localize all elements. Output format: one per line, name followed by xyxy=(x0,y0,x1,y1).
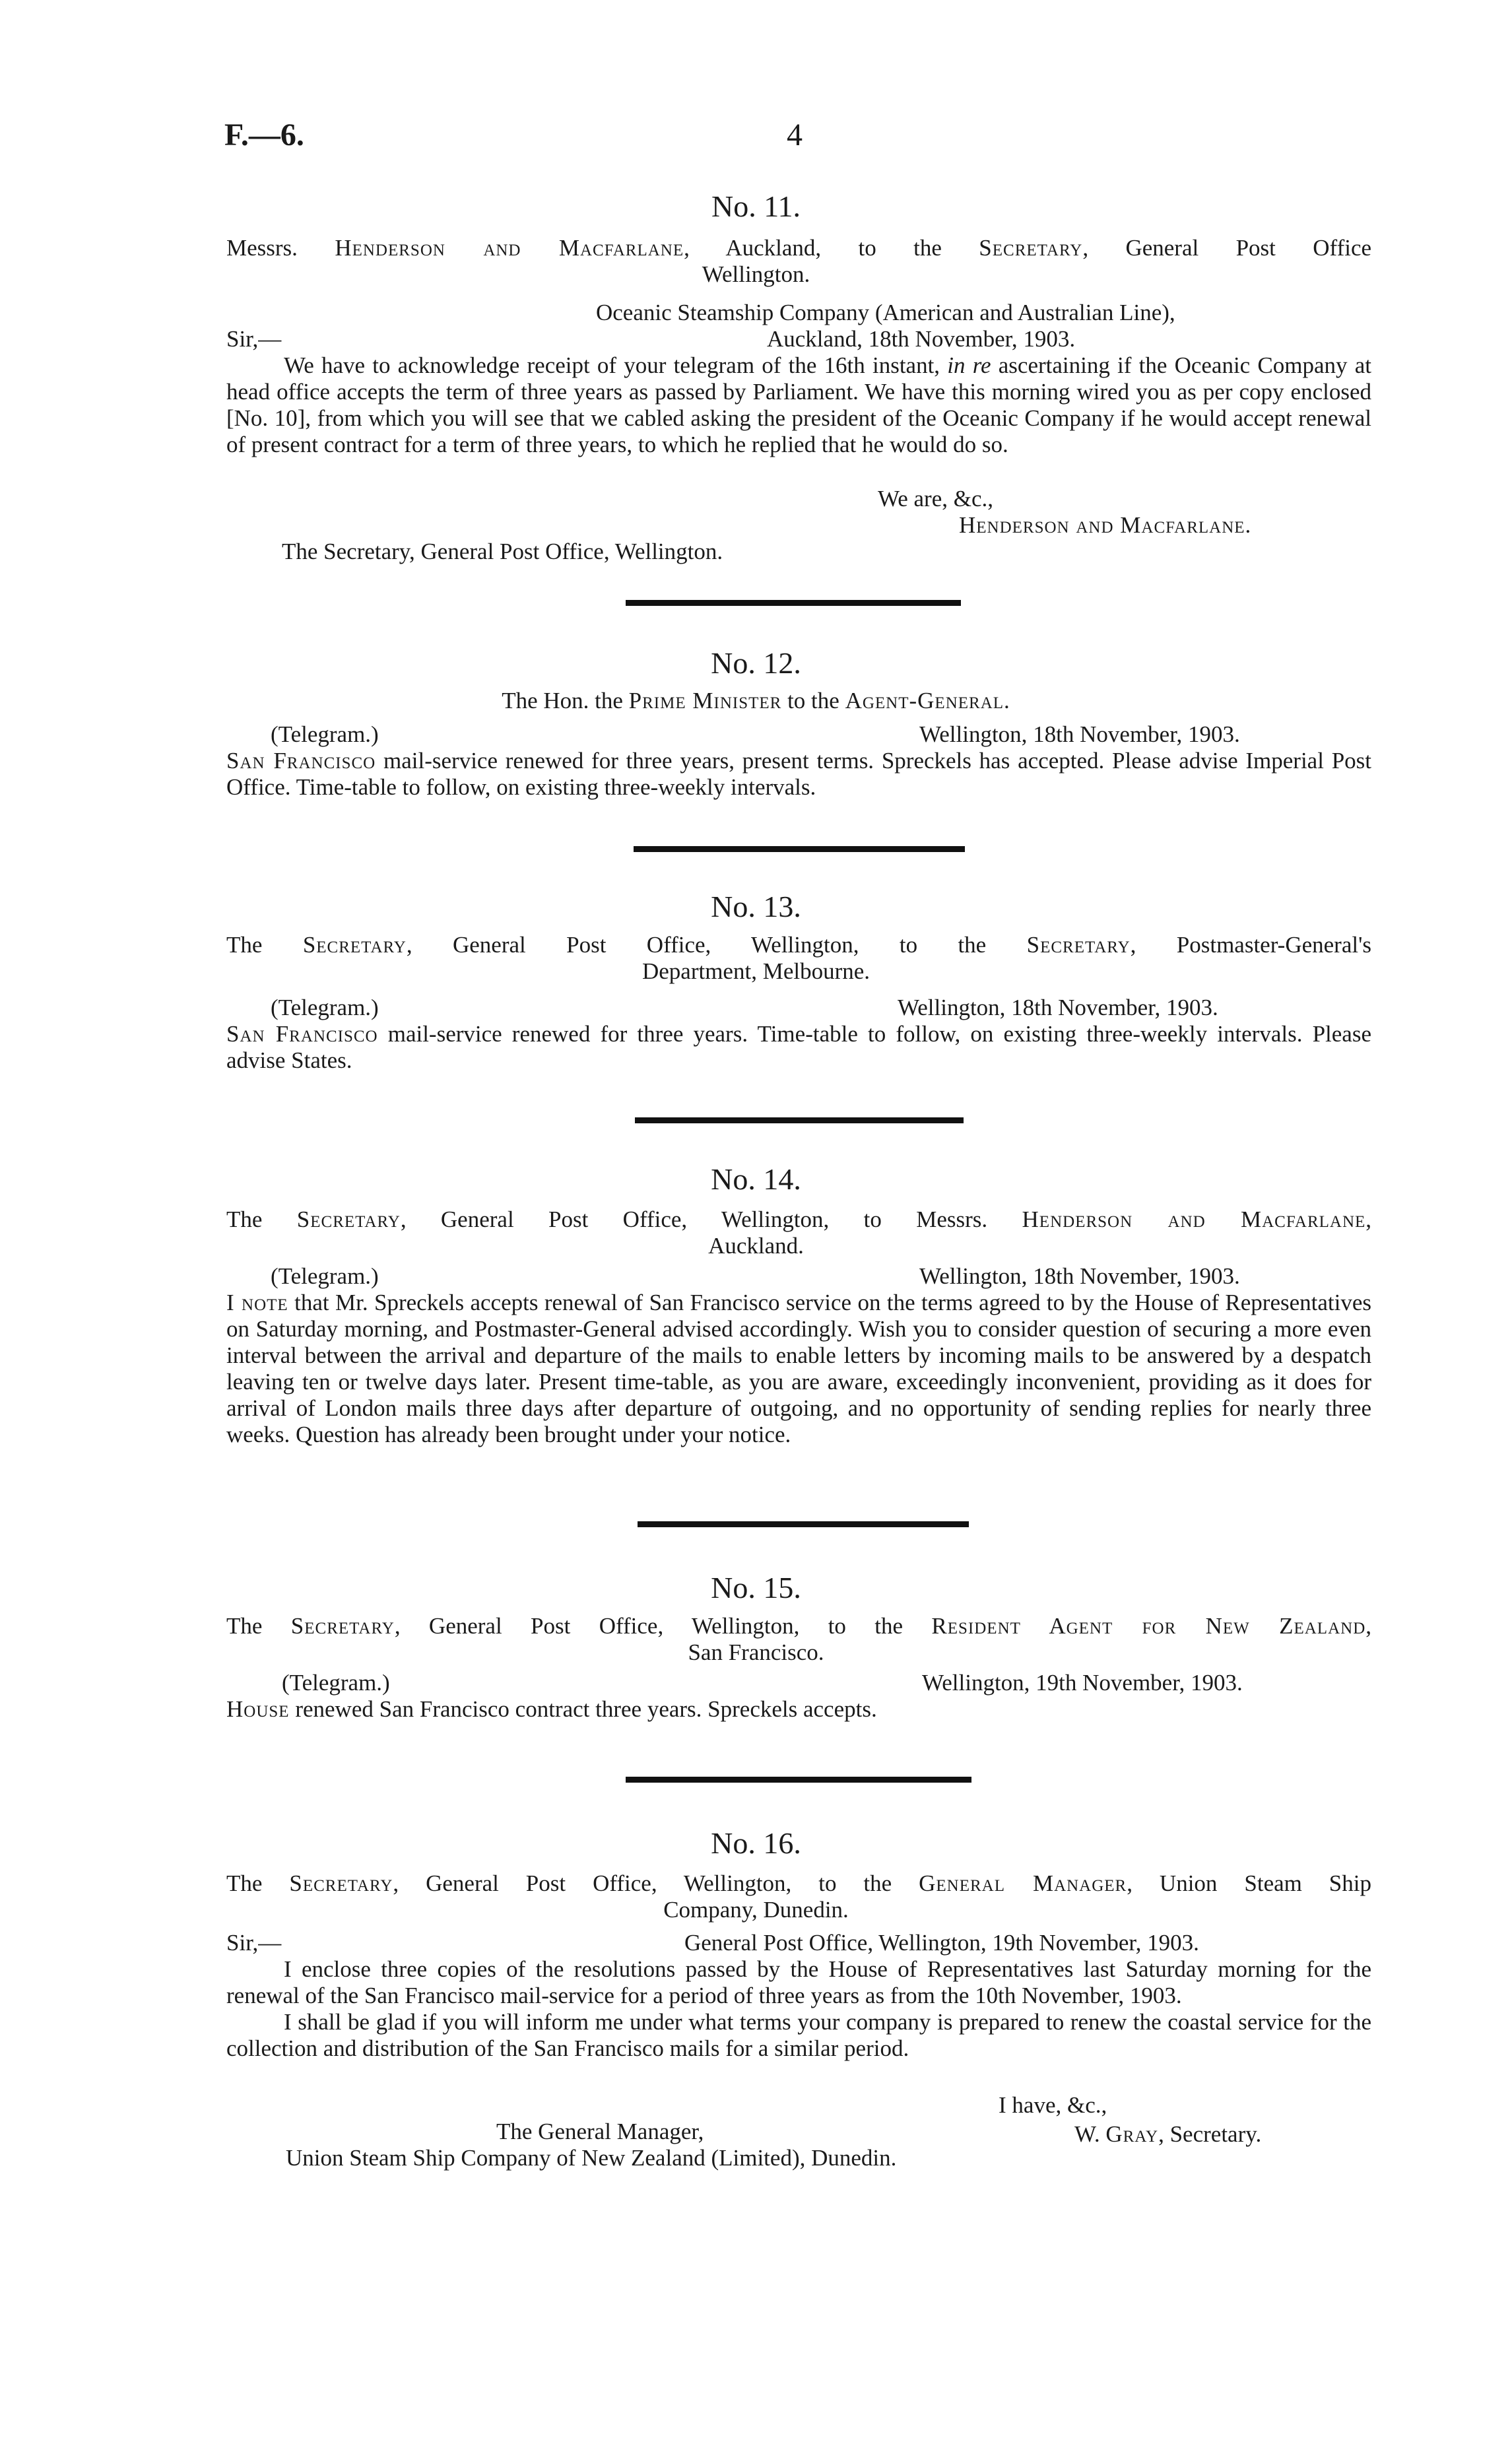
telegram-body: San Francisco mail-service renewed for three years. Time-table to follow, on existing three-weekly intervals. Please advise States. xyxy=(226,1021,1371,1073)
section-number: No. 15. xyxy=(711,1571,801,1604)
heading-line-2: Department, Melbourne. xyxy=(641,958,871,984)
heading: The Secretary, General Post Office, Wellington, to the Resident Agent for New Zealand, xyxy=(226,1613,1371,1639)
paragraph-2: I shall be glad if you will inform me under what terms your company is prepared to renew the coastal service for the collection and distribution of the San Francisco mails for a similar period. xyxy=(226,2009,1371,2061)
telegram-label: (Telegram.) xyxy=(282,1670,390,1696)
addressee-line-2: Union Steam Ship Company of New Zealand (Limited), Dunedin. xyxy=(286,2145,897,2171)
signature: W. Gray, Secretary. xyxy=(1074,2121,1262,2147)
letter-body: We have to acknowledge receipt of your telegram of the 16th instant, in re ascertaining if the Oceanic Company at head office accepts the term of three years as passed by Parliament. We have this morning wired you as per copy enclosed [No. 10], from which you will see that we cabled asking the president of the Oceanic Company if he would accept renewal of present contract for a term of three years, to which he replied that he would do so. xyxy=(226,352,1371,457)
heading: The Secretary, General Post Office, Wellington, to the Secretary, Postmaster-General's xyxy=(226,932,1372,958)
heading-line-2: Company, Dunedin. xyxy=(663,1897,849,1923)
heading: Messrs. Henderson and Macfarlane, Auckland, to the Secretary, General Post Office xyxy=(226,235,1372,261)
letter-body xyxy=(226,1956,1371,2062)
salutation: Sir,— xyxy=(226,326,282,352)
section-number: No. 14. xyxy=(711,1162,801,1196)
heading-line-2: Auckland. xyxy=(708,1233,804,1259)
closing: I have, &c., xyxy=(999,2092,1107,2118)
section-divider xyxy=(626,600,961,606)
addressee-line-1: The General Manager, xyxy=(496,2119,704,2144)
telegram-label: (Telegram.) xyxy=(271,995,379,1020)
section-number: No. 12. xyxy=(711,646,801,680)
place-date: Wellington, 19th November, 1903. xyxy=(922,1670,1243,1696)
section-divider xyxy=(635,1117,964,1123)
telegram-label: (Telegram.) xyxy=(271,721,379,747)
section-divider xyxy=(626,1777,971,1783)
place-date: Wellington, 18th November, 1903. xyxy=(898,995,1218,1020)
signature: Henderson and Macfarlane. xyxy=(959,512,1252,538)
address-line-2: Auckland, 18th November, 1903. xyxy=(767,326,1076,352)
addressee: The Secretary, General Post Office, Wellington. xyxy=(282,539,723,564)
telegram-body: I note that Mr. Spreckels accepts renewal of San Francisco service on the terms agreed to by the House of Representatives on Saturday morning, and Postmaster-General advised accordingly. Wish you to consider question of securing a more even interval between the arrival and departure of the mails to enable letters by incoming mails to be answered by a despatch leaving ten or twelve days later. Present time-table, as you are aware, exceedingly inconvenient, providing as it does for arrival of London mails three days after departure of outgoing, and no opportunity of sending replies for nearly three weeks. Question has already been brought under your notice. xyxy=(226,1290,1372,1447)
place-date: General Post Office, Wellington, 19th November, 1903. xyxy=(684,1930,1199,1956)
telegram-label: (Telegram.) xyxy=(271,1263,379,1289)
address-line-1: Oceanic Steamship Company (American and Australian Line), xyxy=(596,300,1175,325)
section-divider xyxy=(638,1521,969,1527)
telegram-body: San Francisco mail-service renewed for three years, present terms. Spreckels has accepted. Please advise Imperial Post Office. Time-table to follow, on existing three-weekly intervals. xyxy=(226,748,1372,800)
heading-line-2: San Francisco. xyxy=(688,1639,824,1665)
heading: The Secretary, General Post Office, Wellington, to Messrs. Henderson and Macfarlane, xyxy=(226,1206,1372,1232)
series-label: F.—6. xyxy=(224,117,304,152)
page-number: 4 xyxy=(787,117,803,152)
closing: We are, &c., xyxy=(878,486,993,511)
heading: The Hon. the Prime Minister to the Agent-General. xyxy=(502,688,1010,713)
telegram-body: House renewed San Francisco contract three years. Spreckels accepts. xyxy=(226,1696,877,1722)
paragraph-1: I enclose three copies of the resolutions passed by the House of Representatives last Saturday morning for the renewal of the San Francisco mail-service for a period of three years as from the 10th November, 1903. xyxy=(226,1956,1371,2008)
place-date: Wellington, 18th November, 1903. xyxy=(919,1263,1240,1289)
heading: The Secretary, General Post Office, Wellington, to the General Manager, Union Steam Ship xyxy=(226,1870,1371,1896)
salutation: Sir,— xyxy=(226,1930,282,1956)
section-number: No. 13. xyxy=(711,890,801,923)
place-date: Wellington, 18th November, 1903. xyxy=(919,721,1240,747)
section-number: No. 16. xyxy=(711,1826,801,1860)
section-divider xyxy=(634,846,965,852)
heading-line-2: Wellington. xyxy=(702,261,810,287)
section-number: No. 11. xyxy=(711,189,801,223)
